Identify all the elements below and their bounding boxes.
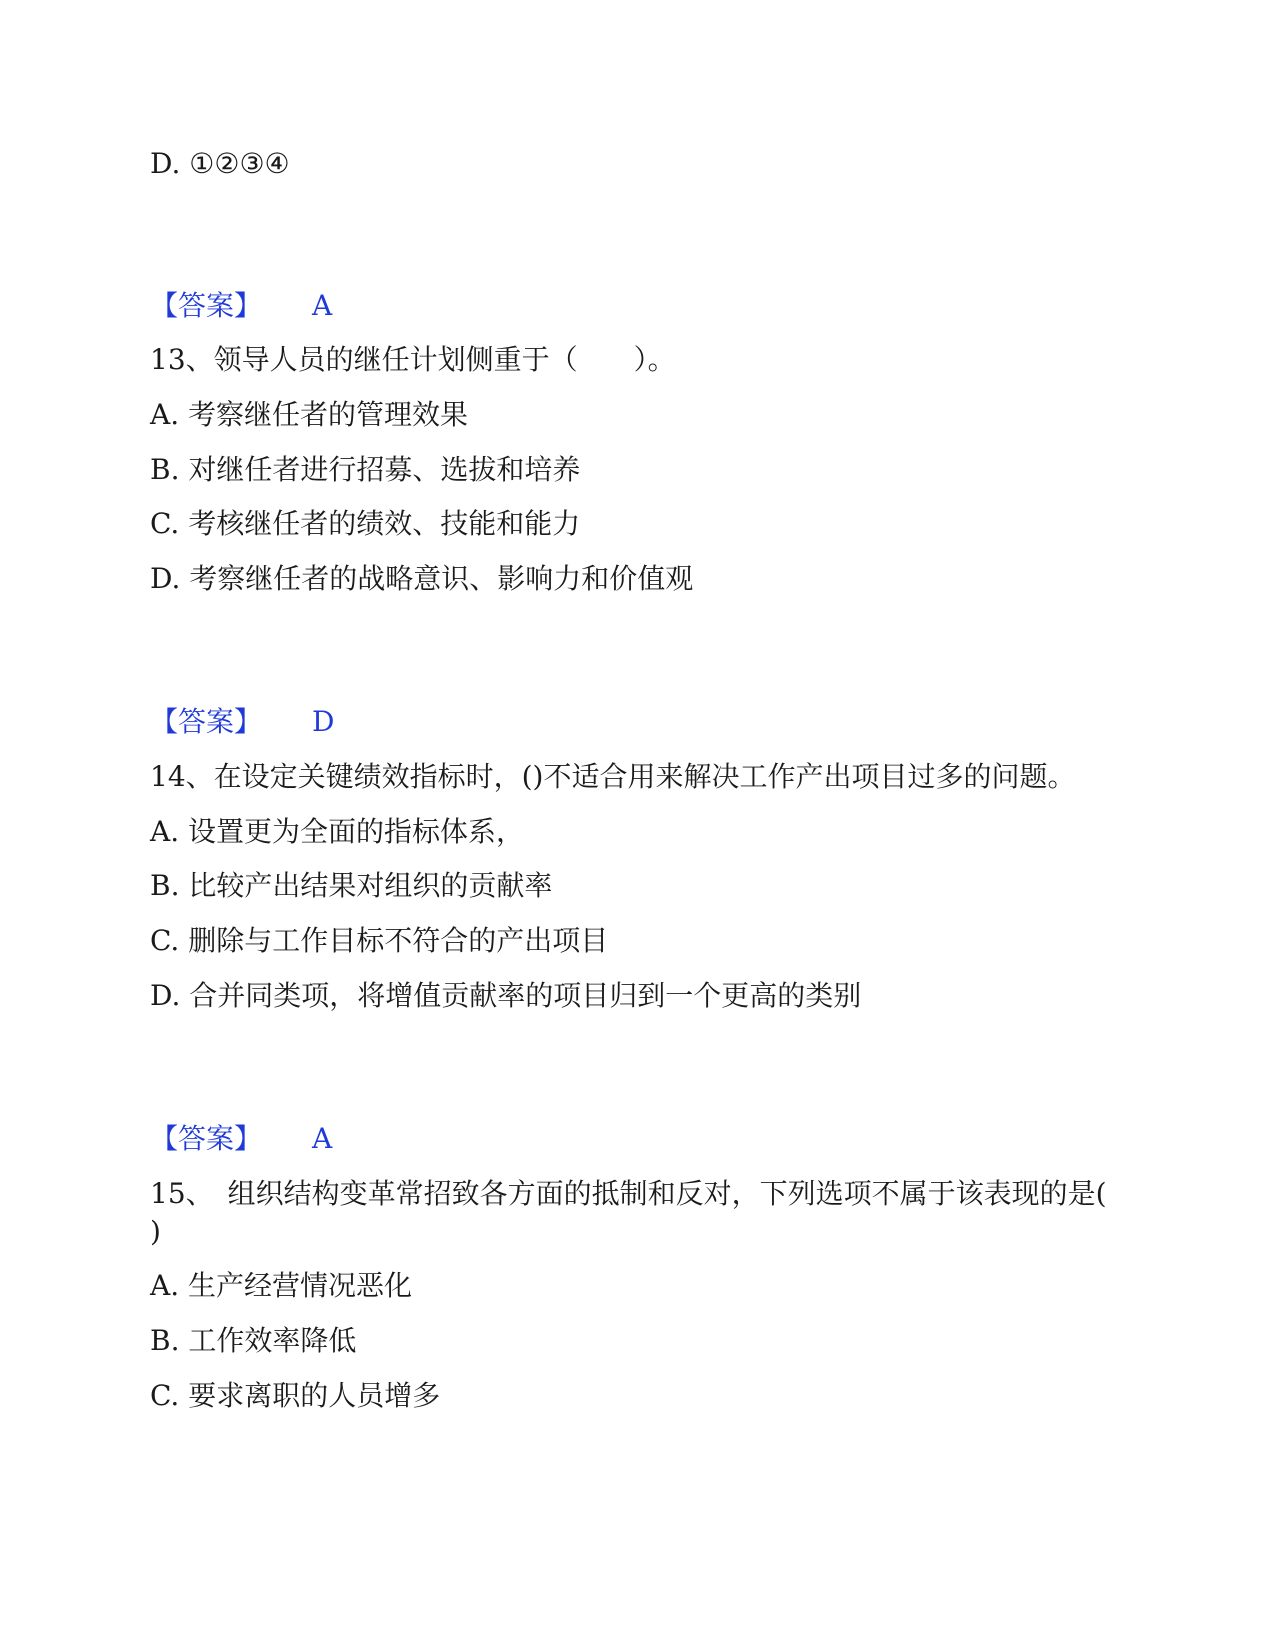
question-14-stem: 14、在设定关键绩效指标时，()不适合用来解决工作产出项目过多的问题。 — [150, 760, 1076, 793]
answer-label: 【答案】 — [150, 289, 263, 322]
question-15-option-c: C. 要求离职的人员增多 — [150, 1379, 441, 1412]
answer-line-13 — [150, 704, 334, 740]
question-14-option-d: D. 合并同类项，将增值贡献率的项目归到一个更高的类别 — [150, 979, 862, 1012]
question-13-option-c: C. 考核继任者的绩效、技能和能力 — [150, 507, 581, 540]
question-14-option-b: B. 比较产出结果对组织的贡献率 — [150, 869, 553, 902]
question-13-option-b: B. 对继任者进行招募、选拔和培养 — [150, 453, 581, 486]
option-d-prev: D. ①②③④ — [150, 147, 290, 180]
answer-line-14 — [150, 1121, 332, 1157]
answer-label: 【答案】 — [150, 1122, 263, 1155]
question-14-option-a: A. 设置更为全面的指标体系， — [150, 815, 525, 848]
answer-value: A — [312, 289, 333, 322]
question-15-stem: 15、 组织结构变革常招致各方面的抵制和反对，下列选项不属于该表现的是( ) — [150, 1177, 1107, 1248]
question-15-option-b: B. 工作效率降低 — [150, 1324, 357, 1357]
answer-line-12 — [150, 288, 332, 324]
question-15-option-a: A. 生产经营情况恶化 — [150, 1269, 413, 1302]
question-13-option-a: A. 考察继任者的管理效果 — [150, 398, 469, 431]
answer-value: D — [312, 705, 335, 738]
question-14-option-c: C. 删除与工作目标不符合的产出项目 — [150, 924, 609, 957]
answer-value: A — [312, 1122, 333, 1155]
answer-label: 【答案】 — [150, 705, 263, 738]
question-13-stem: 13、领导人员的继任计划侧重于（ ）。 — [150, 343, 676, 376]
question-13-option-d: D. 考察继任者的战略意识、影响力和价值观 — [150, 562, 694, 595]
